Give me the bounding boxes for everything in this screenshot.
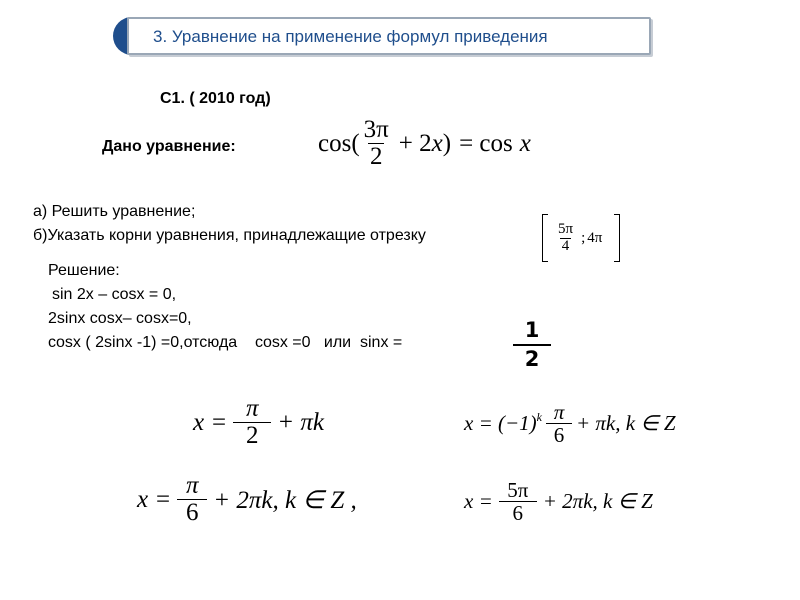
ans3-den: 6 bbox=[177, 499, 207, 526]
ans4-num: 5π bbox=[507, 478, 529, 502]
title-banner bbox=[113, 17, 651, 55]
interval-right: 4π bbox=[587, 229, 603, 246]
given-label: Дано уравнение: bbox=[102, 138, 236, 155]
ans4-lhs: x = bbox=[464, 489, 493, 514]
answer-1 bbox=[193, 396, 324, 450]
ans2-lhs: x = (−1) bbox=[464, 411, 537, 436]
ans1-num: π bbox=[245, 395, 259, 422]
answer-4 bbox=[464, 479, 653, 524]
interval-sep: ; bbox=[581, 229, 586, 246]
interval-num: 5π bbox=[558, 220, 574, 237]
interval bbox=[542, 214, 620, 262]
eq-plus: + 2 bbox=[398, 129, 432, 157]
solution-line-1: sin 2x – cosx = 0, bbox=[52, 286, 177, 303]
solution-line-3: cosx ( 2sinx -1) =0,отсюда cosx =0 или sinx = bbox=[48, 334, 403, 351]
eq-frac-den: 2 bbox=[369, 143, 383, 171]
ans2-den: 6 bbox=[546, 423, 572, 446]
task-b: б)Указать корни уравнения, принадлежащие отрезку bbox=[33, 227, 426, 244]
half-num: 1 bbox=[524, 318, 540, 342]
ans4-fraction bbox=[499, 479, 537, 524]
ans3-tail: + 2πk, k ∈ Z , bbox=[213, 486, 357, 514]
ans2-fraction bbox=[546, 401, 572, 446]
ans3-fraction bbox=[177, 473, 207, 527]
half-fraction bbox=[513, 320, 551, 370]
ans4-tail: + 2πk, k ∈ Z bbox=[542, 489, 653, 514]
half-den: 2 bbox=[524, 347, 540, 371]
slide-title: 3. Уравнение на применение формул приведения bbox=[153, 27, 548, 46]
eq-rhs-var: x bbox=[519, 129, 531, 157]
ans1-den: 2 bbox=[233, 422, 271, 449]
interval-fraction bbox=[556, 222, 575, 255]
ans2-tail: + πk, k ∈ Z bbox=[575, 411, 676, 436]
ans2-sup: k bbox=[536, 410, 542, 425]
answer-3 bbox=[137, 473, 357, 527]
banner-box bbox=[127, 17, 651, 55]
eq-var: x bbox=[431, 129, 443, 157]
ans1-fraction bbox=[233, 396, 271, 450]
interval-right-bracket bbox=[614, 214, 620, 262]
ans1-tail: + πk bbox=[277, 408, 324, 436]
eq-fraction bbox=[362, 117, 391, 171]
given-equation: cos ( $\frac{3\pi}{2}$ + 2 x ) = cos x bbox=[318, 116, 531, 171]
problem-code: С1. ( 2010 год) bbox=[160, 90, 271, 107]
eq-frac-num: 3π bbox=[363, 116, 389, 143]
interval-den: 4 bbox=[561, 237, 570, 254]
solution-line-2: 2sinx cosx– cosx=0, bbox=[48, 310, 192, 327]
ans3-num: π bbox=[185, 472, 199, 499]
task-a: а) Решить уравнение; bbox=[33, 203, 196, 220]
ans3-lhs: x = bbox=[137, 485, 172, 513]
eq-cos: cos bbox=[318, 129, 352, 157]
solution-heading: Решение: bbox=[48, 262, 120, 279]
ans1-lhs: x = bbox=[193, 408, 228, 436]
ans2-num: π bbox=[553, 400, 565, 424]
answer-2 bbox=[464, 401, 676, 446]
eq-rhs: = cos bbox=[459, 129, 513, 157]
interval-left-bracket bbox=[542, 214, 548, 262]
ans4-den: 6 bbox=[499, 501, 537, 524]
